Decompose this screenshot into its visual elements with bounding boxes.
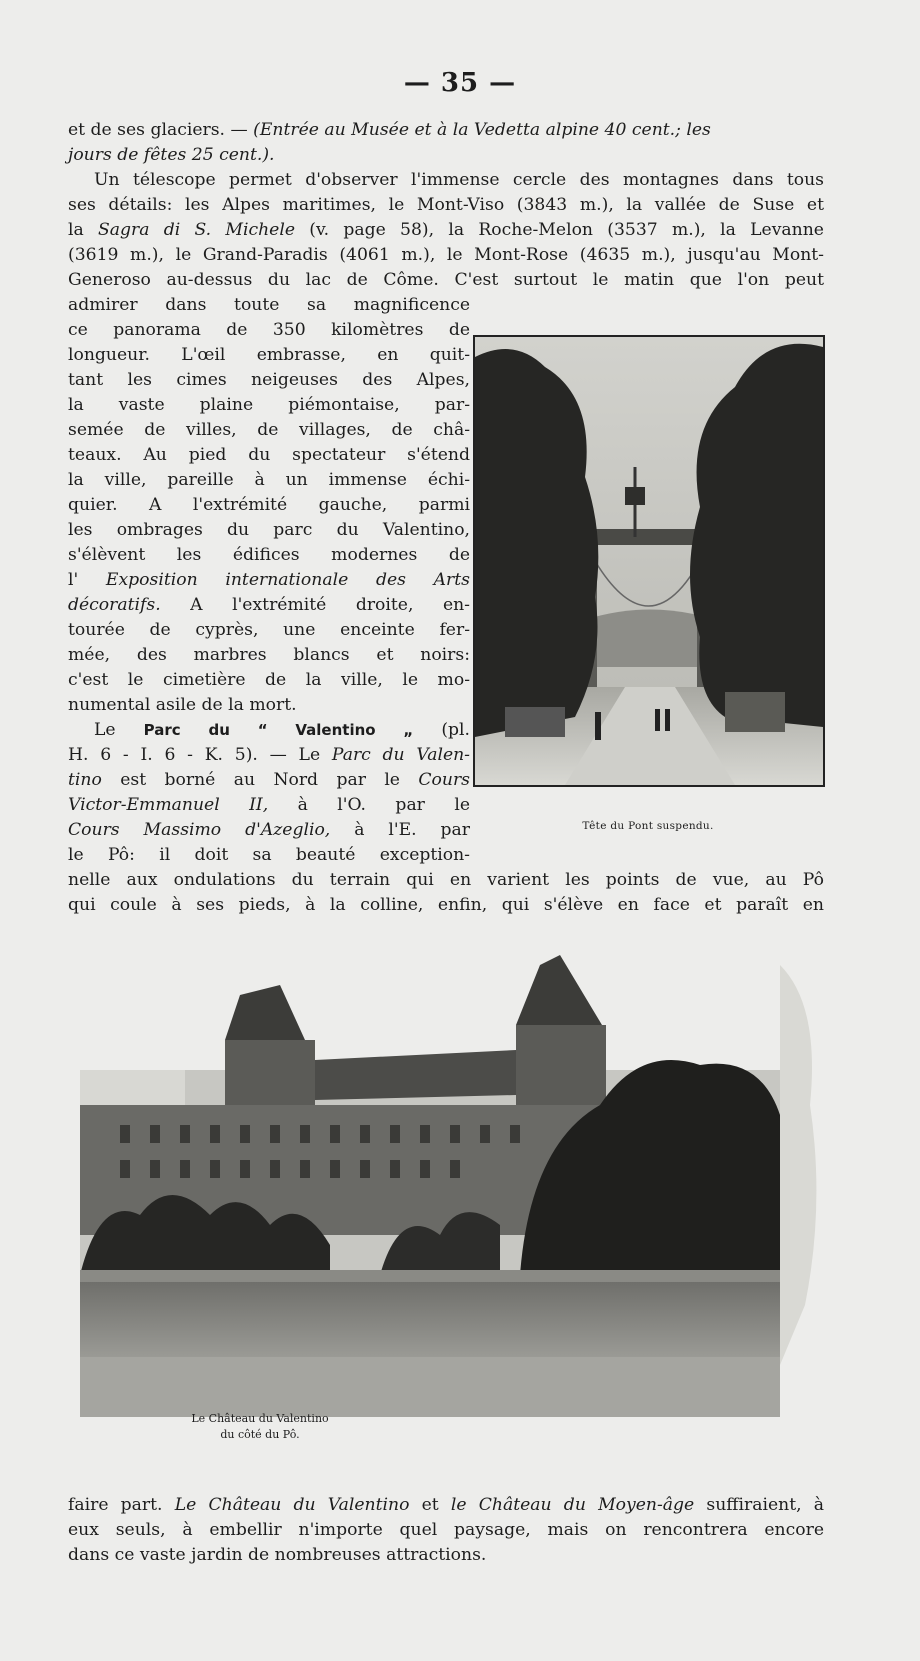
text-line: Le Parc du “ Valentino „ (pl. — [94, 720, 470, 740]
text-line: teaux. Au pied du spectateur s'étend — [68, 445, 470, 465]
text-line: eux seuls, à embellir n'importe quel paysage, mais on rencontrera encore — [68, 1520, 824, 1540]
intro-paragraph — [68, 118, 824, 293]
text-line: et de ses glaciers. — (Entrée au Musée et à la Vedetta alpine 40 cent.; les — [68, 120, 711, 140]
text-line: faire part. Le Château du Valentino et le Château du Moyen-âge suffiraient, à — [68, 1495, 824, 1515]
text-line: numental asile de la mort. — [68, 695, 297, 715]
chateau-valentino-photo — [80, 945, 836, 1425]
text-line: ce panorama de 350 kilomètres de — [68, 320, 470, 340]
bridge-caption: Tête du Pont suspendu. — [582, 820, 714, 832]
text-line: nelle aux ondulations du terrain qui en varient les points de vue, au Pô — [68, 870, 824, 890]
text-line: la Sagra di S. Michele (v. page 58), la Roche-Melon (3537 m.), la Levanne — [68, 220, 824, 240]
text-line: admirer dans toute sa magnificence — [68, 295, 470, 315]
text-line: H. 6 - I. 6 - K. 5). — Le Parc du Valen- — [68, 745, 470, 765]
text-line: tant les cimes neigeuses des Alpes, — [68, 370, 470, 390]
text-line: la ville, pareille à un immense échi- — [68, 470, 470, 490]
continuation-text — [68, 868, 824, 918]
text-line: ses détails: les Alpes maritimes, le Mont-Viso (3843 m.), la vallée de Suse et — [68, 195, 824, 215]
text-line: Victor-Emmanuel II, à l'O. par le — [68, 795, 470, 815]
closing-paragraph — [68, 1493, 824, 1568]
text-line: la vaste plaine piémontaise, par- — [68, 395, 470, 415]
text-line: les ombrages du parc du Valentino, — [68, 520, 470, 540]
chateau-illustration — [80, 945, 836, 1425]
text-line: longueur. L'œil embrasse, en quit- — [68, 345, 470, 365]
text-line: c'est le cimetière de la ville, le mo- — [68, 670, 470, 690]
bridge-illustration — [475, 337, 823, 785]
text-line: semée de villes, de villages, de châ- — [68, 420, 470, 440]
text-line: dans ce vaste jardin de nombreuses attractions. — [68, 1545, 487, 1565]
text-line: Generoso au-dessus du lac de Côme. C'est surtout le matin que l'on peut — [68, 270, 824, 290]
text-line: quier. A l'extrémité gauche, parmi — [68, 495, 470, 515]
text-line: jours de fêtes 25 cent.). — [68, 145, 275, 165]
page-number: — 35 — — [403, 68, 517, 98]
text-line: Un télescope permet d'observer l'immense cercle des montagnes dans tous — [94, 170, 824, 190]
text-line: qui coule à ses pieds, à la colline, enfin, qui s'élève en face et paraît en — [68, 895, 824, 915]
text-line: le Pô: il doit sa beauté exception- — [68, 845, 470, 865]
text-line: s'élèvent les édifices modernes de — [68, 545, 470, 565]
text-line: (3619 m.), le Grand-Paradis (4061 m.), le Mont-Rose (4635 m.), jusqu'au Mont- — [68, 245, 824, 265]
chateau-caption: Le Château du Valentino du côté du Pô. — [191, 1412, 329, 1441]
column-text — [68, 293, 470, 868]
text-line: l' Exposition internationale des Arts — [68, 570, 470, 590]
text-line: tourée de cyprès, une enceinte fer- — [68, 620, 470, 640]
text-line: mée, des marbres blancs et noirs: — [68, 645, 470, 665]
text-line: décoratifs. A l'extrémité droite, en- — [68, 595, 470, 615]
section-heading: Parc du “ Valentino „ — [143, 721, 414, 739]
suspension-bridge-photo — [473, 335, 825, 787]
text-line: Cours Massimo d'Azeglio, à l'E. par — [68, 820, 470, 840]
text-line: tino est borné au Nord par le Cours — [68, 770, 470, 790]
